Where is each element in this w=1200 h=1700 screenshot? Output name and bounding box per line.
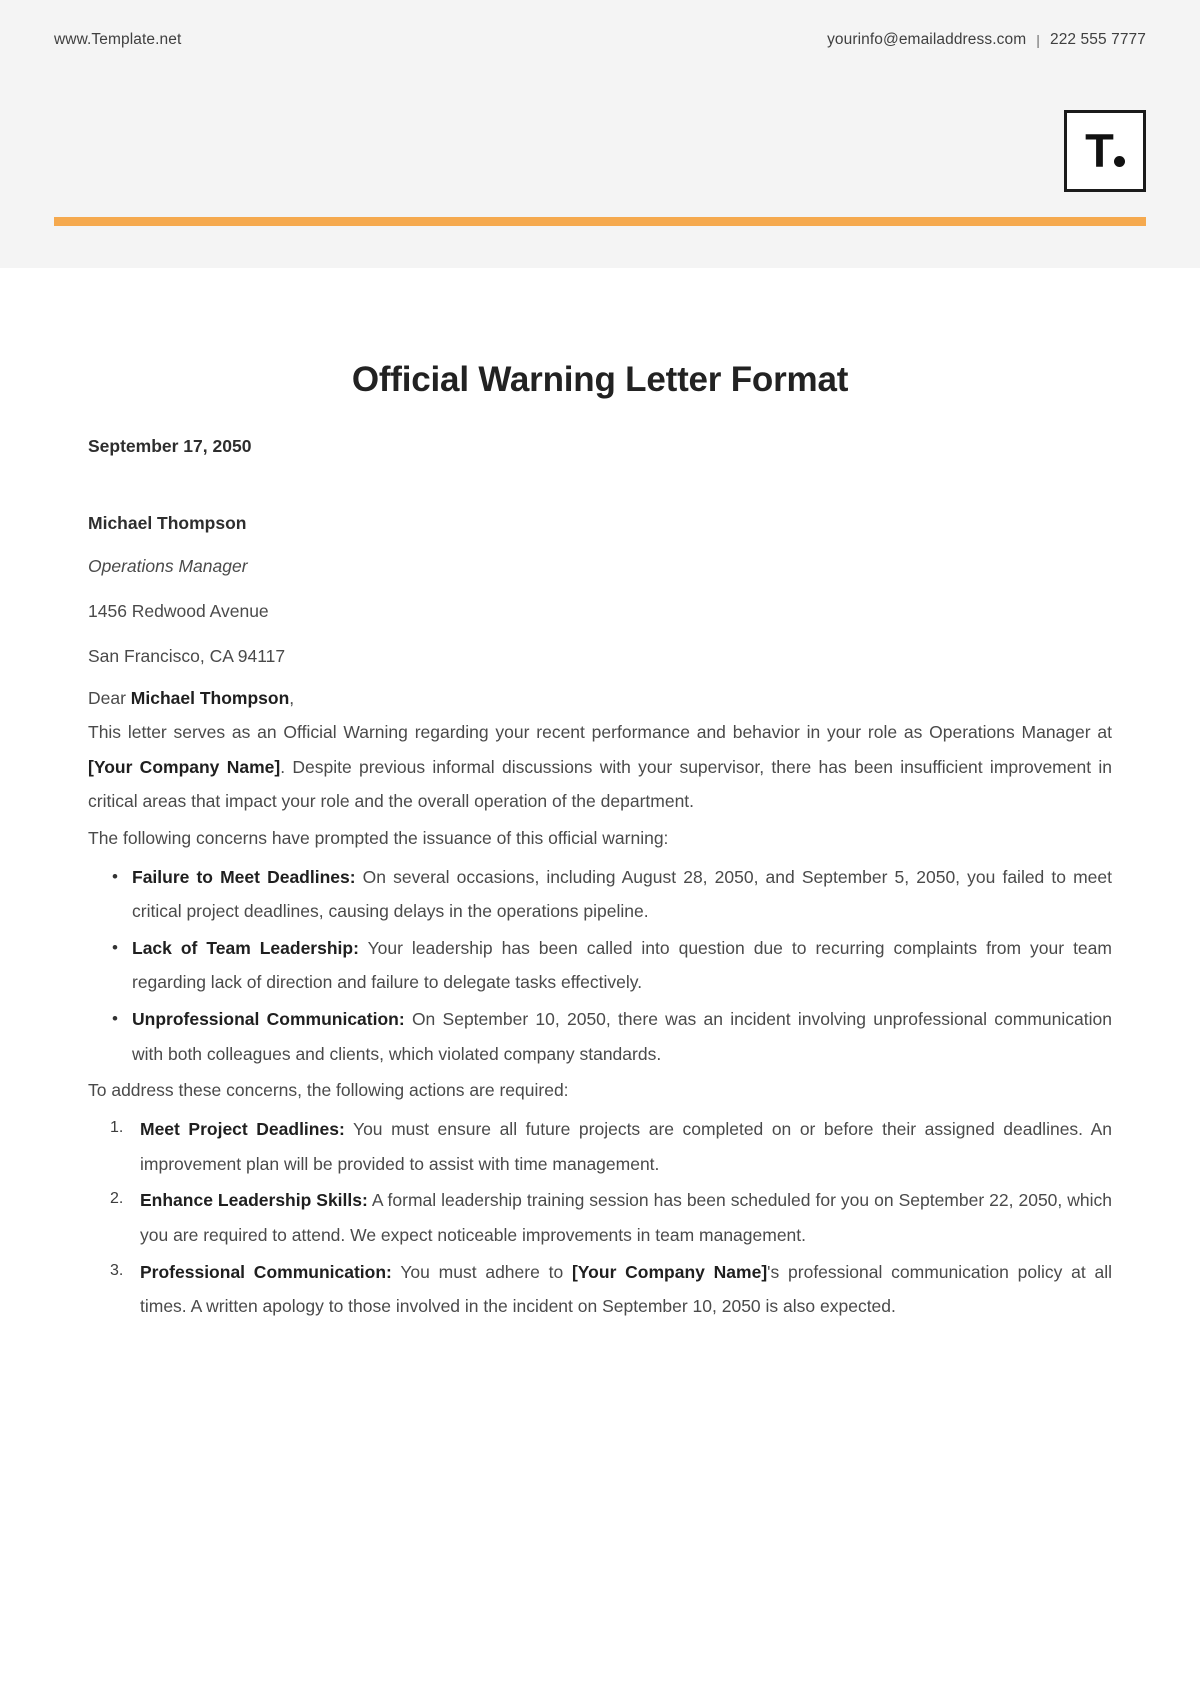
header-accent-rule: [54, 217, 1146, 226]
letter-document: [0, 268, 1200, 1324]
concern-label: Lack of Team Leadership:: [132, 937, 359, 958]
concerns-list: [88, 860, 1112, 1072]
page-title: Official Warning Letter Format: [351, 360, 849, 399]
action-text: You must ensure all future projects are completed on or before their assigned deadlines. An improvement plan will be provided to assist with time management.: [140, 1119, 1113, 1174]
list-item: [110, 931, 1112, 1000]
recipient-role: Operations Manager: [88, 556, 248, 576]
header-phone: 222 555 7777: [1049, 31, 1146, 48]
recipient-name: Michael Thompson: [88, 513, 247, 533]
action-label: Enhance Leadership Skills:: [140, 1190, 368, 1211]
intro-part1: This letter serves as an Official Warning regarding your recent performance and behavior in your role as Operations Manager at: [88, 722, 1112, 742]
logo: [1064, 110, 1146, 192]
actions-lead: To address these concerns, the following actions are required:: [88, 1080, 569, 1101]
salutation-lead: Dear: [88, 688, 131, 708]
header-meta-row: [54, 0, 1146, 49]
salutation-trail: ,: [289, 688, 295, 708]
logo-dot-icon: [1114, 156, 1125, 167]
recipient-city-state-zip: San Francisco, CA 94117: [88, 646, 286, 666]
list-item: [110, 1002, 1112, 1071]
recipient-street: 1456 Redwood Avenue: [88, 601, 269, 621]
action-text-before-company: You must adhere to: [391, 1261, 572, 1282]
concern-label: Failure to Meet Deadlines:: [132, 866, 356, 887]
concern-label: Unprofessional Communication:: [132, 1009, 405, 1030]
concern-text: Your leadership has been called into question due to recurring complaints from your team regarding lack of direction and failure to delegate tasks effectively.: [132, 937, 1112, 993]
concern-text: On several occasions, including August 28, 2050, and September 5, 2050, you failed to meet critical project deadlines, causing delays in the operations pipeline.: [132, 866, 1112, 922]
salutation-name: Michael Thompson: [130, 688, 290, 708]
concern-text: On September 10, 2050, there was an incident involving unprofessional communication with both colleagues and clients, which violated company standards.: [132, 1009, 1112, 1064]
recipient-block: [88, 513, 1112, 667]
list-item: [110, 1112, 1112, 1181]
list-item: [110, 1255, 1112, 1324]
list-item: [110, 1183, 1112, 1252]
header-separator: |: [1036, 32, 1040, 48]
logo-letter: T: [1085, 123, 1113, 177]
action-company-placeholder: [Your Company Name]: [571, 1261, 768, 1282]
intro-company-placeholder: [Your Company Name]: [88, 756, 281, 777]
letter-date: September 17, 2050: [88, 436, 252, 456]
letter-header: [0, 0, 1200, 268]
action-label: Meet Project Deadlines:: [140, 1119, 345, 1140]
header-contact: [827, 31, 1146, 49]
intro-part2: . Despite previous informal discussions with your supervisor, there has been insufficient improvement in critical areas that impact your role and the overall operation of the department.: [88, 756, 1112, 812]
logo-mark: [1085, 123, 1125, 177]
logo-box: [1064, 110, 1146, 192]
header-website: www.Template.net: [54, 31, 182, 48]
salutation: [88, 688, 1112, 709]
header-email: yourinfo@emailaddress.com: [827, 31, 1027, 48]
concerns-lead: The following concerns have prompted the issuance of this official warning:: [88, 827, 669, 848]
list-item: [110, 860, 1112, 929]
action-label: Professional Communication:: [140, 1261, 392, 1282]
action-text: A formal leadership training session has been scheduled for you on September 22, 2050, which you are required to attend. We expect noticeable improvements in team management.: [140, 1190, 1113, 1245]
intro-paragraph: [88, 715, 1112, 819]
action-text-after-company: 's professional communication policy at all times. A written apology to those involved in the incident on September 10, 2050 is also expected.: [140, 1261, 1113, 1317]
actions-list: [88, 1112, 1112, 1324]
